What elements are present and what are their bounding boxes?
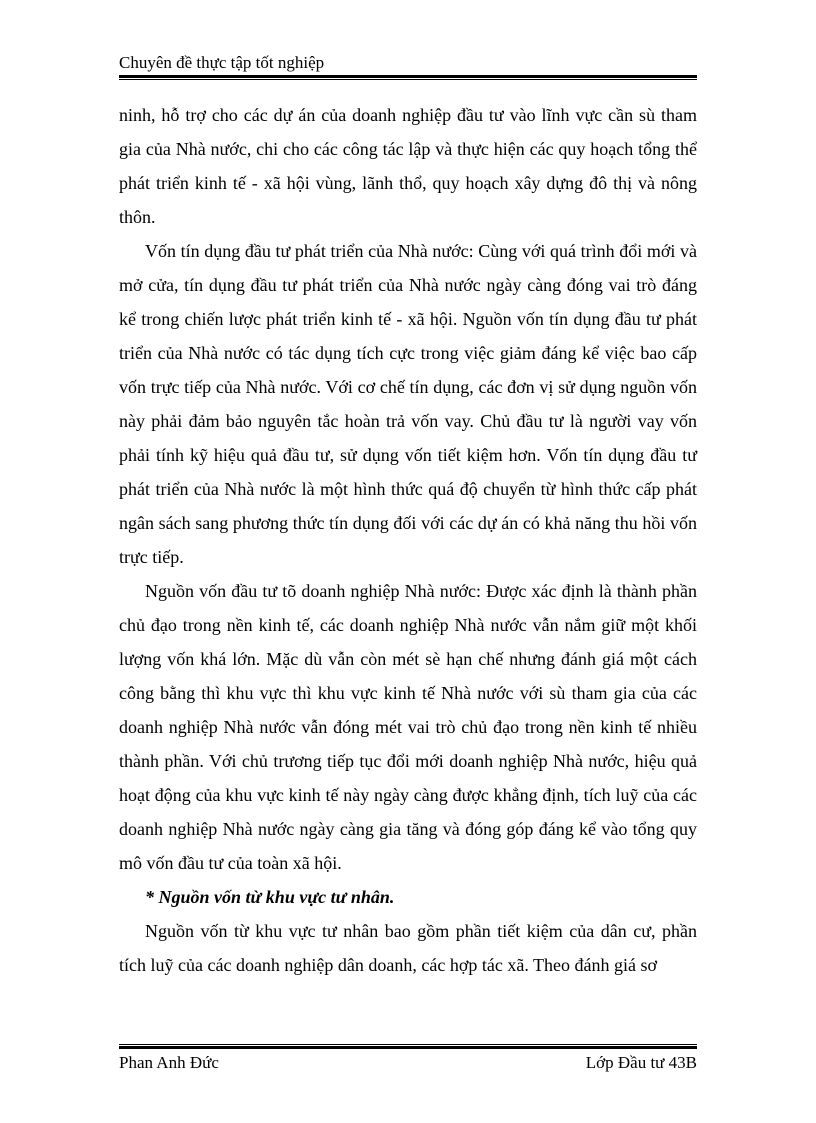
header-divider: [119, 75, 697, 78]
paragraph-1: ninh, hỗ trợ cho các dự án của doanh nghiệp đầu tư vào lĩnh vực cần sù tham gia của Nhà nước, chi cho các công tác lập và thực hiện các quy hoạch tổng thể phát triển kinh tế - xã hội vùng, lãnh thổ, quy hoạch xây dựng đô thị và nông thôn.: [119, 105, 697, 227]
paragraph-2: Vốn tín dụng đầu tư phát triển của Nhà nước: Cùng với quá trình đổi mới và mở cửa, tín dụng đầu tư phát triển của Nhà nước ngày càng đóng vai trò đáng kể trong chiến lược phát triển kinh tế - xã hội. Nguồn vốn tín dụng đầu tư phát triển của Nhà nước có tác dụng tích cực trong việc giảm đáng kể việc bao cấp vốn trực tiếp của Nhà nước. Với cơ chế tín dụng, các đơn vị sử dụng nguồn vốn này phải đảm bảo nguyên tắc hoàn trả vốn vay. Chủ đầu tư là người vay vốn phải tính kỹ hiệu quả đầu tư, sử dụng vốn tiết kiệm hơn. Vốn tín dụng đầu tư phát triển của Nhà nước là một hình thức quá độ chuyển từ hình thức cấp phát ngân sách sang phương thức tín dụng đối với các dự án có khả năng thu hồi vốn trực tiếp.: [119, 241, 697, 567]
document-body: [119, 98, 697, 982]
paragraph-4: Nguồn vốn từ khu vực tư nhân bao gồm phần tiết kiệm của dân cư, phần tích luỹ của các doanh nghiệp dân doanh, các hợp tác xã. Theo đánh giá sơ: [119, 921, 697, 975]
footer-author: Phan Anh Đức: [119, 1053, 219, 1072]
page-header: [119, 50, 697, 78]
section-subheading: * Nguồn vốn từ khu vực tư nhân.: [145, 887, 395, 907]
footer-divider: [119, 1044, 697, 1045]
paragraph-3: Nguồn vốn đầu tư tõ doanh nghiệp Nhà nước: Được xác định là thành phần chủ đạo trong nền kinh tế, các doanh nghiệp Nhà nước vẫn nắm giữ một khối lượng vốn khá lớn. Mặc dù vẫn còn mét sè hạn chế nhưng đánh giá một cách công bằng thì khu vực thì khu vực kinh tế Nhà nước với sù tham gia của các doanh nghiệp Nhà nước vẫn đóng mét vai trò chủ đạo trong nền kinh tế nhiều thành phần. Với chủ trương tiếp tục đổi mới doanh nghiệp Nhà nước, hiệu quả hoạt động của khu vực kinh tế này ngày càng được khẳng định, tích luỹ của các doanh nghiệp Nhà nước ngày càng gia tăng và đóng góp đáng kể vào tổng quy mô vốn đầu tư của toàn xã hội.: [119, 581, 697, 873]
footer-class: Lớp Đầu tư 43B: [585, 1053, 697, 1072]
header-title: Chuyên đề thực tập tốt nghiệp: [119, 53, 325, 72]
page-footer: [119, 1044, 697, 1084]
